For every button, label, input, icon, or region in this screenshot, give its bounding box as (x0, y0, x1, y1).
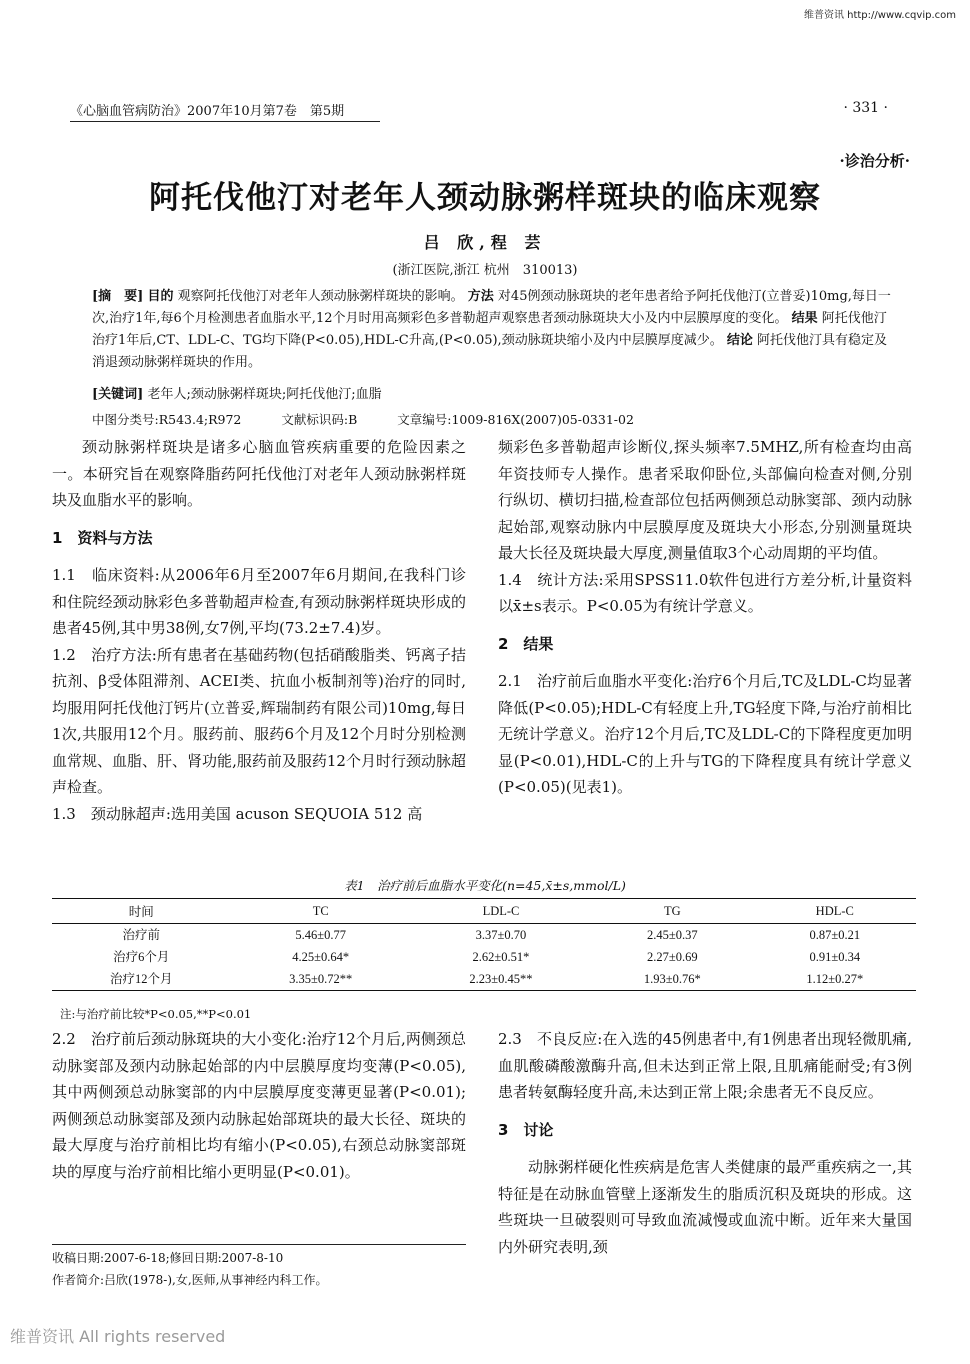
authors: 吕 欣,程 芸 (423, 233, 547, 252)
keywords (92, 383, 892, 402)
table-cell: 3.37±0.70 (475, 928, 527, 942)
table-header-row (52, 899, 916, 924)
right-column-top (498, 434, 912, 801)
table-cell: 4.25±0.64* (292, 950, 350, 964)
table-note: 注:与治疗前比较*P<0.05,**P<0.01 (60, 1007, 252, 1021)
table-header-cell: TG (591, 899, 753, 924)
abstract-conclusion-label: 结论 (726, 333, 753, 348)
abstract-results-label: 结果 (791, 311, 818, 326)
abstract-results: 阿托伐他汀治疗1年后,CT、LDL-C、TG均下降(P<0.05),HDL-C升高,(P<0.05),颈动脉斑块缩小及内中层膜厚度减少。 (92, 311, 887, 348)
affiliation: (浙江医院,浙江 杭州 310013) (392, 263, 578, 278)
para-2-3: 2.3 不良反应:在入选的45例患者中,有1例患者出现轻微肌痛,血肌酸磷酸激酶升高,但未达到正常上限,且肌痛能耐受;有3例患者转氨酶轻度升高,未达到正常上限;余患者无不良反应。 (498, 1030, 912, 1101)
para-1-1: 1.1 临床资料:从2006年6月至2007年6月期间,在我科门诊和住院经颈动脉彩色多普勒超声检查,有颈动脉粥样斑块形成的患者45例,其中男38例,女7例,平均(73.2±7.4)岁。 (52, 566, 466, 637)
para-3: 动脉粥样硬化性疾病是危害人类健康的最严重疾病之一,其特征是在动脉血管壁上逐渐发生的脂质沉积及斑块的形成。这些斑块一旦破裂则可导致血流减慢或血流中断。近年来大量国内外研究表明,颈 (498, 1158, 912, 1256)
table-cell: 治疗12个月 (52, 968, 231, 991)
article-title: 阿托伐他汀对老年人颈动脉粥样斑块的临床观察 (149, 180, 821, 216)
table-cell: 治疗6个月 (113, 950, 170, 964)
table-caption: 表1 治疗前后血脂水平变化(n=45,x̄±s,mmol/L) (344, 878, 626, 893)
abstract-objective: 观察阿托伐他汀对老年人颈动脉粥样斑块的影响。 (177, 289, 464, 304)
table-row (52, 968, 916, 991)
document-code: 文献标识码:B (281, 412, 358, 427)
table-cell: 0.87±0.21 (809, 928, 861, 942)
table-cell: 1.12±0.27* (754, 968, 916, 991)
right-column-bottom (498, 1026, 912, 1260)
page-number: · 331 · (843, 100, 888, 116)
clc-number: 中图分类号:R543.4;R972 (92, 412, 242, 427)
abstract-objective-label: 目的 (147, 289, 174, 304)
section-2-heading: 2 结果 (498, 634, 554, 653)
para-2-2: 2.2 治疗前后颈动脉斑块的大小变化:治疗12个月后,两侧颈总动脉窦部及颈内动脉起始部的内中层膜厚度均变薄(P<0.05),其中两侧颈总动脉窦部的内中层膜厚度变薄更显著(P<0.01);两侧颈总动脉窦部及颈内动脉起始部斑块的最大长径、斑块的最大厚度与治疗前相比均有缩小(P<0.05),右颈总动脉窦部斑块的厚度与治疗前相比缩小更明显(P<0.01)。 (52, 1030, 466, 1181)
table-cell: 2.27±0.69 (647, 950, 698, 964)
table-cell: 2.23±0.45** (411, 968, 591, 991)
para-1-2: 1.2 治疗方法:所有患者在基础药物(包括硝酸脂类、钙离子拮抗剂、β受体阻滞剂、ACEI类、抗血小板制剂等)治疗的同时,均服用阿托伐他汀钙片(立普妥,辉瑞制药有限公司)10mg,每日1次,共服用12个月。服药前、服药6个月及12个月时分别检测血常规、血脂、肝、肾功能,服药前及服药12个月时行颈动脉超声检查。 (52, 645, 466, 796)
abstract-methods: 对45例颈动脉斑块的老年患者给予阿托伐他汀(立普妥)10mg,每日一次,治疗1年,每6个月检测患者血脂水平,12个月时用高频彩色多普勒超声观察患者颈动脉斑块大小及内中层膜厚度的变化。 (92, 289, 891, 326)
table-cell: 2.45±0.37 (647, 928, 698, 942)
table-row (52, 924, 916, 947)
keywords-text: 老年人;颈动脉粥样斑块;阿托伐他汀;血脂 (147, 387, 382, 402)
table-header-cell: HDL-C (754, 899, 916, 924)
table-cell: 治疗前 (122, 928, 161, 942)
para-1-3-continued: 频彩色多普勒超声诊断仪,探头频率7.5MHZ,所有检查均由高年资技师专人操作。患者采取仰卧位,头部偏向检查对侧,分别行纵切、横切扫描,检查部位包括两侧颈总动脉窦部、颈内动脉起始部,观察动脉内中层膜厚度及斑块大小形态,分别测量斑块最大长径及斑块最大厚度,测量值取3个心动周期的平均值。 (498, 438, 912, 562)
section-1-heading: 1 资料与方法 (52, 528, 153, 547)
footnote-author: 作者简介:吕欣(1978-),女,医师,从事神经内科工作。 (52, 1273, 328, 1287)
table-cell: 1.93±0.76* (591, 968, 753, 991)
table-cell: 5.46±0.77 (295, 928, 346, 942)
footnote-dates: 收稿日期:2007-6-18;修回日期:2007-8-10 (52, 1251, 284, 1265)
left-column-bottom (52, 1026, 466, 1185)
section-3-heading: 3 讨论 (498, 1120, 554, 1139)
para-1-3: 1.3 颈动脉超声:选用美国 acuson SEQUOIA 512 高 (52, 804, 423, 823)
abstract-methods-label: 方法 (467, 289, 494, 304)
table-cell: 2.62±0.51* (472, 950, 530, 964)
keywords-label: [关键词] (92, 387, 144, 402)
table-header-cell: 时间 (52, 899, 231, 924)
para-1-4: 1.4 统计方法:采用SPSS11.0软件包进行方差分析,计量资料以x̄±s表示。P<0.05为有统计学意义。 (498, 570, 912, 615)
table-row (52, 946, 916, 968)
table-header-cell: TC (231, 899, 411, 924)
journal-header: 《心脑血管病防治》2007年10月第7卷 第5期 (70, 100, 380, 122)
left-column-top (52, 434, 466, 827)
article-number: 文章编号:1009-816X(2007)05-0331-02 (397, 412, 634, 427)
abstract (92, 286, 892, 374)
table-header-cell: LDL-C (411, 899, 591, 924)
lipid-table (52, 898, 916, 991)
para-2-1: 2.1 治疗前后血脂水平变化:治疗6个月后,TC及LDL-C均显著降低(P<0.05);HDL-C有轻度上升,TG轻度下降,与治疗前相比无统计学意义。治疗12个月后,TC及LDL-C的下降程度更加明显(P<0.01),HDL-C的上升与TG的下降程度具有统计学意义(P<0.05)(见表1)。 (498, 672, 912, 796)
footnote (52, 1244, 466, 1291)
classification-line (92, 410, 912, 428)
table-cell: 3.35±0.72** (231, 968, 411, 991)
abstract-conclusion: 阿托伐他汀具有稳定及消退颈动脉粥样斑块的作用。 (92, 333, 888, 370)
intro-paragraph: 颈动脉粥样斑块是诸多心脑血管疾病重要的危险因素之一。本研究旨在观察降脂药阿托伐他汀对老年人颈动脉粥样斑块及血脂水平的影响。 (52, 438, 466, 509)
abstract-label: [摘 要] (92, 289, 144, 304)
site-watermark: 维普资讯 http://www.cqvip.com (803, 10, 956, 21)
table-cell: 0.91±0.34 (809, 950, 861, 964)
section-tag: ·诊治分析· (839, 152, 910, 170)
bottom-watermark: 维普资讯 All rights reserved (10, 1327, 226, 1346)
